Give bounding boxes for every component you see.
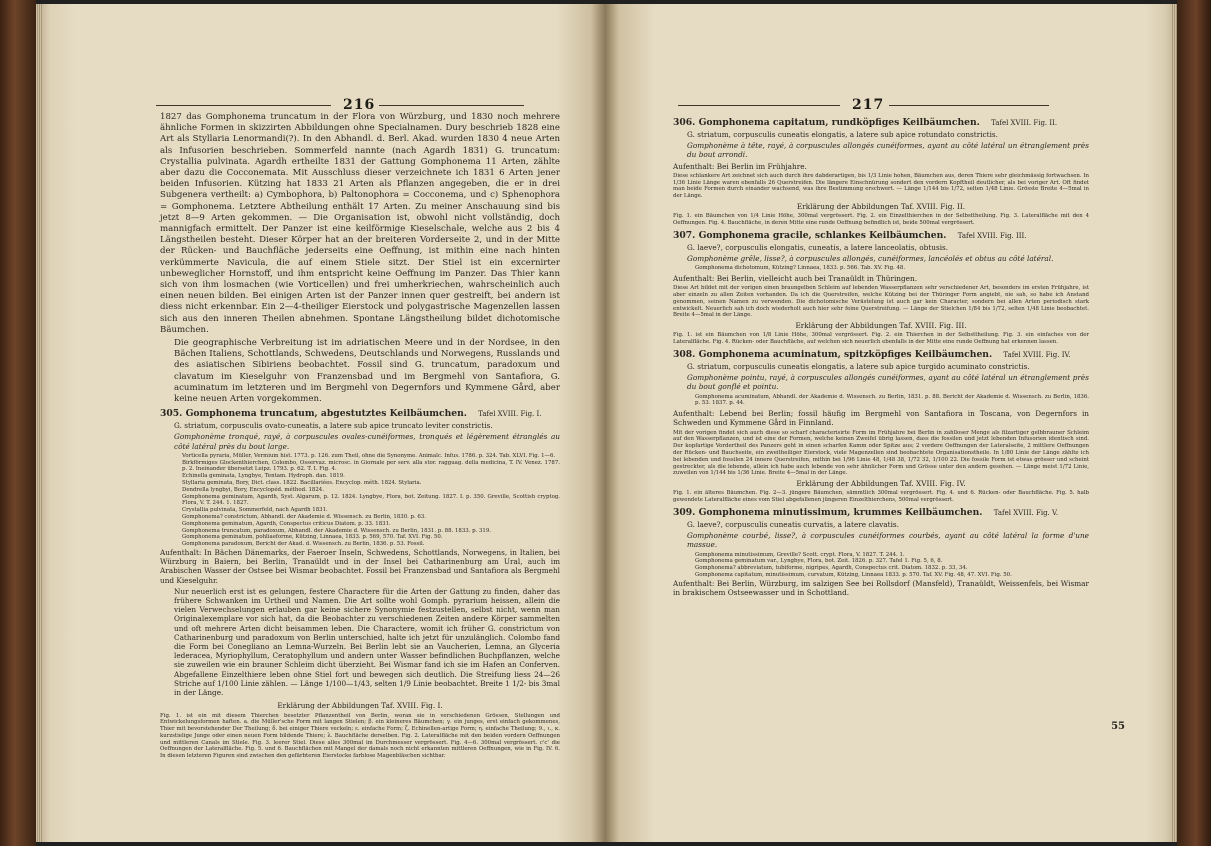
species-307-explanation: Fig. 1. ist ein Bäumchen von 1/8 Linie Höhe, 300mal vergrössert. Fig. 2. ein Thierchen in der Selbsttheilung. Fig. 3. ein einfaches von der Lateralfläche. Fig. 4. Rücken- oder Bauchfläche, auf welchen sich neuerlich ebenfalls in der Mitte eine runde Oeffnung hat erkennen lassen.: [673, 332, 1089, 346]
species-306-latin: G. striatum, corpusculis cuneatis elongatis, a latere sub apice rotundato constrictis.: [687, 130, 998, 139]
species-308-body: Mit der vorigen findet sich auch diese so scharf characterisirte Form im Frühjahre bei Berlin in zahlloser Menge als filzartiger gelbbrauner Schleim auf den Wasserpflanzen, und ist eine der Formen, welche keinen Zweifel übrig lassen, dass die fossilen und jetzt lebenden Infusorien identisch sind. Der kopfartige Vordertheil des Panzers geht in einen scharfen Kamm oder Spitze aus; 2 vordere Oeffnungen der Lateralseite, 2 mittlere Oeffnungen der Rücken- und Bauchseite, ein zweitheiliger Eierstock, viele Magenzellen sind beobachtete Organisationstheile. In 1/80 Linie der Länge zählte ich bei lebenden und fossilen 24 innere Querstreifen, mithin bei 1/96 Linie 48, 1/48 38, 1/72 32, 1/100 22. Die fossile Form ist etwas grösser und scheint gestreckter, als die lebende, allein ich habe auch lebende von sehr ähnlicher Form und Grösse unter den andern gesehen. — Länge meist 1/72 Linie, zuweilen von 1/144 bis 1/36 Linie. Breite 4—5mal in der Länge.: [673, 429, 1089, 477]
species-307-plate: Tafel XVIII. Fig. III.: [957, 231, 1027, 240]
species-307-explanation-title: Erklärung der Abbildungen Taf. XVIII. Fig. III.: [795, 321, 967, 331]
species-307-title: 307. Gomphonema gracile, schlankes Keilbäumchen.: [673, 229, 947, 241]
left-distribution: Die geographische Verbreitung ist im adriatischen Meere und in der Nordsee, in den Bächen Italiens, Schottlands, Schwedens, Deutschlands und Norwegens, Russlands und des asiatischen Sibiriens beobachtet. Fossil sind G. truncatum, paradoxum und clavatum im Kieselguhr von Franzensbad und im Bergmehl von Santafiora, G. acuminatum im letzteren und im Bergmehl von Degernfors und Kymmene Gård, aber keine neuen Arten vorgekommen.: [174, 338, 560, 405]
species-307-synonym: Gomphonema dichotomum, Kützing? Linnaea, 1833. p. 566. Tab. XV. Fig. 48.: [695, 265, 906, 272]
right-header-rule-right: [889, 105, 1049, 106]
right-page-stack: [1171, 4, 1177, 842]
species-305-heading: [160, 408, 560, 420]
species-308-french: Gomphonème pointu, rayé, à corpuscules allongés cunéiformes, ayant au côté latéral un étranglement près du bout gonflé et pointu.: [687, 373, 1089, 392]
species-307-french: Gomphonème grêle, lisse?, à corpuscules allongés, cunéiformes, lancéolés et obtus au côté latéral.: [687, 254, 1054, 263]
left-page: [36, 4, 605, 842]
species-306-body: Diese schlankere Art zeichnet sich auch durch ihre dabderartigen, bis 1/3 Linie hohen, Bäumchen aus, deren Thiere sehr gleichmässig fortwachsen. In 1/36 Linie Länge waren ebenfalls 26 Querstreifen. Die längere Einschnürung sondert den vordern Kopftheil deutlicher, als bei voriger Art. Oft findet man beide Formen durch einander wachsend, was ihre Bestimmung erschwert. — Länge 1/144 bis 1/72, selten 1/48 Linie. Grösste Breite 4—5mal in der Länge.: [673, 172, 1089, 200]
synonym-entry: Gomphonema capitatum, minutissimum, curvatum, Kützing, Linnaea 1833. p. 570. Taf. XV. Fig. 48, 47. XVI. Fig. 50.: [695, 571, 1012, 578]
species-308-aufenthalt: Aufenthalt: Lebend bei Berlin; fossil häufig im Bergmehl von Santafiora in Toscana, von Degernfors in Schweden und Kymmene Gård in Finnland.: [673, 409, 1089, 428]
left-page-stack: [36, 4, 42, 842]
species-305-explanation-title: Erklärung der Abbildungen Taf. XVIII. Fig. I.: [277, 701, 443, 711]
synonym-entry: Gomphonema geminatum var., Lyngbye, Flora, bot. Zeit. 1826. p. 327. Tafel 1. Fig. 5, 6, 8.: [695, 558, 943, 565]
species-308-synonym: Gomphonema acuminatum, Abhandl. der Akademie d. Wissensch. zu Berlin, 1831. p. 88. Bericht der Akademie d. Wissensch. zu Berlin, 1836. p. 53. 1837. p. 44.: [695, 393, 1089, 407]
species-309-aufenthalt: Aufenthalt: Bei Berlin, Würzburg, im salzigen See bei Rollsdorf (Mansfeld), Tranaüldt, Weissenfels, bei Wismar in brakischem Ostseewasser und in Schottland.: [673, 578, 1089, 597]
synonym-entry: Styllaria geminata, Bory, Dict. class. 1822. Bacillariées. Encyclop. méth. 1824. Stylaria.: [182, 480, 422, 487]
right-header-rule-left: [678, 105, 840, 106]
left-header-rule-right: [379, 105, 524, 106]
species-309-plate: Tafel XVIII. Fig. V.: [993, 508, 1059, 517]
synonym-entry: Gomphonema? constrictum, Abhandl. der Akademie d. Wissensch. zu Berlin, 1830. p. 63.: [182, 514, 426, 521]
synonym-entry: Gomphonema geminatum, Agardh, Syst. Algarum, p. 12. 1824. Lyngbye, Flora, bot. Zeitung. 1827. I. p. 350. Greville, Scottish cryptog. Flora, V. T. 244. 1. 1827.: [182, 493, 560, 507]
species-308-heading: [673, 349, 1089, 361]
species-306-french: Gomphonème à tête, rayé, à corpuscules allongés cunéiformes, ayant au côté latéral un étranglement près du bout arrondi.: [687, 141, 1089, 160]
synonym-entry: Crystallia pulvinata, Sommerfeld, nach Agardh 1831.: [182, 507, 328, 514]
species-309-heading: [673, 507, 1089, 519]
species-307-body: Diese Art bildet mit der vorigen einen braungelben Schleim auf lebenden Wasserpflanzen sehr verschiedener Art, besonders im ersten Frühjahre, ist aber einzeln zu allen Zeiten vorhanden. Da ich die Querstreifen, welche Kützing bei der Thüringer Form angiebt, nie sah, so habe ich Anstand genommen, seinen Namen zu verwenden. Die dichotomische Verästelung ist auch gar kein Character, sondern bei allen Arten periodisch stark entwickelt. Neuerlich sah ich doch wiederholt auch hier sehr feine Querstreifung. — Länge der Stielchen 1/84 bis 1/72, selten 1/48 Linie beobachtet. Breite 4—5mal in der Länge.: [673, 285, 1089, 319]
species-305-synonyms: [160, 453, 560, 548]
left-header-rule-left: [156, 105, 331, 106]
right-page-number: 217: [852, 97, 885, 113]
synonym-entry: Echinella geminata, Lyngbye, Tentam. Hydroph. dan. 1819.: [182, 473, 345, 480]
synonym-entry: Gomphonema minutissimum, Greville? Scott. crypt. Flora, V. 1827. T. 244. 1.: [695, 551, 905, 558]
left-book-edge: [0, 0, 36, 846]
species-305-plate: Tafel XVIII. Fig. I.: [478, 410, 542, 419]
synonym-entry: Birkförmiges Glockenthierchen, Colombo, Osservaz. microsc. in Giornale per serv. alla stor. ragguag. della medicina, T. IV. Venez. 1787. p. 2. Ineinander übersetzt Leipz. 1793. p. 62. T. I. Fig. 4.: [182, 459, 560, 473]
signature-mark: 55: [1111, 721, 1125, 732]
synonym-entry: Gomphonema? abbreviatum, tubiforme, nigripes, Agardh, Conspectus crit. Diatom. 1832. p. 33, 34.: [695, 565, 968, 572]
species-307-latin: G. laeve?, corpusculis elongatis, cuneatis, a latere lanceolatis, obtusis.: [687, 242, 949, 252]
species-305-title: 305. Gomphonema truncatum, abgestutztes Keilbäumchen.: [160, 408, 467, 420]
synonym-entry: Gomphonema geminatum, Agardh, Conspectus criticus Diatom. p. 33. 1831.: [182, 520, 391, 527]
species-308-title: 308. Gomphonema acuminatum, spitzköpfiges Keilbäumchen.: [673, 348, 993, 360]
synonym-entry: Gomphonema truncatum, paradoxum, Abhandl. der Akademie d. Wissensch. zu Berlin, 1831. p. 88. 1833. p. 319.: [182, 527, 491, 534]
synonym-entry: Gomphonema paradoxum, Bericht der Akad. d. Wissensch. zu Berlin, 1836. p. 53. Fossil.: [182, 541, 425, 548]
species-306-explanation-title: Erklärung der Abbildungen Taf. XVIII. Fig. II.: [796, 202, 966, 211]
species-309-synonyms: [673, 552, 1089, 579]
synonym-entry: Gomphonema geminatum, pohliaeforme, Kützing, Linnaea, 1833. p. 569, 570. Taf. XVI. Fig. 50.: [182, 534, 443, 541]
species-305-french: Gomphonème tronqué, rayé, à corpuscules ovales-cunéiformes, tronqués et légèrement étranglés au côté latéral près du bout large.: [174, 432, 560, 451]
right-page: [605, 4, 1177, 842]
species-305-latin: G. striatum, corpusculis ovato-cuneatis, a latere sub apice truncato leviter constrictis.: [174, 421, 493, 431]
species-308-explanation-title: Erklärung der Abbildungen Taf. XVIII. Fig. IV.: [796, 479, 966, 489]
species-308-explanation: Fig. 1. ein älteres Bäumchen. Fig. 2—3. jüngere Bäumchen, sämmtlich 300mal vergrössert. Fig. 4. und 6. Rücken- oder Bauchfläche. Fig. 5. halb gewendete Lateralfläche eines vom Stiel abgefallenen jüngeren Einzelthierchens, 500mal vergrössert.: [673, 490, 1089, 504]
right-book-edge: [1177, 0, 1211, 846]
species-309-french: Gomphonème courbé, lisse?, à corpuscules cunéiformes courbés, ayant au côté latéral la forme d'une massue.: [687, 531, 1089, 550]
species-305-body: Nur neuerlich erst ist es gelungen, festere Charactere für die Arten der Gattung zu finden, daher das frühere Schwanken im Urtheil und Namen. Die Art sollte wohl Gomph. pyrarium heissen, allein die vielen Verwechselungen erlauben gar keine sichere Synonymie festzustellen, selbst nicht, wenn man Originalexemplare vor sich hat, da die Beobachter zu verschiedenen Zeiten andere Körper sammelten und oft mehrere Arten dicht beisammen leben. Die Charactere, womit ich früher G. constrictum von Catharinenburg und paradoxum von Berlin unterschied, halte ich jetzt für unzulänglich. Colombo fand die Form bei Conegliano an Lemna-Wurzeln. Bei Berlin lebt sie an Vaucherien, Lemna, an Glyceria lederacea, Myriophyllum, Ceratophyllum und andern unter Wasser befindlichen Buchpflanzen, welche sie zuweilen wie ein brauner Schleim dicht überzieht. Bei Wismar fand ich sie im Hafen an Conferven. Abgefallene Einzelthiere leben ohne Stiel fort und bewegen sich deutlich. Die Streifung liess 24—26 Striche auf 1/100 Linie zählen. — Länge 1/100—1/43, selten 1/9 Linie beobachtet. Breite 1 1/2- bis 3mal in der Länge.: [174, 586, 560, 698]
synonym-entry: Dendrella lyngbyi, Bory, Encyclopéd. méthod. 1824.: [182, 486, 324, 493]
species-307-aufenthalt: Aufenthalt: Bei Berlin, vielleicht auch bei Tranaüldt in Thüringen.: [673, 274, 918, 283]
species-305-explanation: Fig. 1. ist ein mit diesem Thierchen besetzter Pflanzentheil von Berlin, woran sie in verschiedenen Grössen, Stellungen und Entwickelungsformen haften. a. die Müller'sche Form mit langen Stielen; β. ein kleineres Bäumchen; γ. ein junges, erst einfach gekommenes, Thier mit bevorstehender Der Theilung; δ. bei einiger Thiere veckeln; ε. einfache Form; ζ. Echinellen-artige Form; η. einfache Theilung; 9., ι., κ. kurzstielige Junge oder einen neuen Form bildende Thiere; λ. Bauchfläche derselben. Fig. 2. Lateralfläche mit den beiden vordern Oeffnungen und mittleren Canals im Stiele. Fig. 3. leerer Stiel. Diese alles 300mal im Durchmesser vergrössert. Fig. 4—6. 300mal vergrössert. c'c' die Oeffnungen der Lateralfläche. Fig. 5. und 6. Bauchflächen mit Mangel der damals noch nicht erkannten mittleren Oeffnungen, wie in Fig. IV. 6. In diesen letzteren Figuren sind zwischen den gefärbteren Eierstocke farblose Magenbläschen sichtbar.: [160, 712, 560, 760]
species-305-aufenthalt: Aufenthalt: In Bächen Dänemarks, der Faeroer Inseln, Schwedens, Schottlands, Norwegens, in Italien, bei Würzburg in Baiern, bei Berlin, Tranaüldt und in der Insel bei Catharinenburg am Ural, auch im Arabischen Wasser der Ostsee bei Wismar beobachtet. Fossil bei Franzensbad und Santafiora als Bergmehl und Kieselguhr.: [160, 548, 560, 585]
species-306-title: 306. Gomphonema capitatum, rundköpfiges Keilbäumchen.: [673, 117, 980, 128]
species-309-title: 309. Gomphonema minutissimum, krummes Keilbäumchen.: [673, 506, 983, 518]
species-306-aufenthalt: Aufenthalt: Bei Berlin im Frühjahre.: [673, 161, 807, 171]
species-308-plate: Tafel XVIII. Fig. IV.: [1003, 350, 1071, 359]
left-intro: 1827 das Gomphonema truncatum in der Flora von Würzburg, und 1830 noch mehrere ähnliche Formen in skizzirten Abbildungen ohne Specialnamen. Dury beschrieb 1828 eine Art als Styllaria Lenormandi(?). In den Abhandl. d. Berl. Akad. wurden 1830 4 neue Arten als Infusorien beschrieben. Sommerfeld nannte (nach Agardh 1831) G. truncatum: Crystallia pulvinata. Agardh ertheilte 1831 der Gattung Gomphonema 11 Arten, zählte aber dazu die Cocconemata. Mit Ausschluss dieser verzeichnete ich 1831 6 Arten jener beiden Infusorien. Kützing hat 1833 21 Arten als Pflanzen angegeben, die er in drei Subgenera vertheilt: a) Cymbophora, b) Paltonophora = Cocconema, und c) Sphenophora = Gomphonema. Letztere Abtheilung enthält 17 Arten. Zu meiner Anschauung sind bis jetzt 8—9 Arten gekommen. — Die Organisation ist, obwohl nicht vollständig, doch mannigfach ermittelt. Der Panzer ist eine keilförmige Kieselschale, welche aus 2 bis 4 Längstheilen besteht. Dieser Körper hat an der breiteren Vorderseite 2, und in der Mitte der Rücken- und Bauchfläche jederseits eine Oeffnung, ist mithin eine nach hinten verkümmerte Navicula, die auf einem Stiele sitzt. Der Stiel ist ein excernirter unbeweglicher Hornstoff, und ihm entspricht keine Oeffnung im Panzer. Das Thier kann sich von ihm losmachen (wie Vorticellen) und frei umherkriechen, wahrscheinlich auch einen neuen bilden. Bei einigen Arten ist der Panzer innen quer gestreift, bei andern ist diess nicht erkennbar. Ein 2—4-theiliger Eierstock und polygastrische Magenzellen lassen sich aus den inneren Theilen abnehmen. Spontane Längstheilung bildet dichotomische Bäumchen.: [160, 112, 560, 335]
species-308-latin: G. striatum, corpusculis cuneatis elongatis, a latere sub apice turgido acuminato constrictis.: [687, 361, 1030, 371]
species-306-explanation: Fig. 1. ein Bäumchen von 1/4 Linie Höhe, 300mal vergrössert. Fig. 2. ein Einzelthierchen in der Selbsttheilung. Fig. 3. Lateralfläche mit den 4 Oeffnungen. Fig. 4. Bauchfläche, in deren Mitte eine runde Oeffnung befindlich ist, beide 500mal vergrössert.: [673, 213, 1089, 226]
species-307-heading: [673, 230, 1089, 242]
left-page-number: 216: [343, 97, 376, 113]
synonym-entry: Vorticella pyraria, Müller, Vermium hist. 1773. p. 126. zum Theil, ohne die Synonyme. Animalc. Infus. 1786. p. 324. Tab. XLVI. Fig. 1—6.: [182, 452, 556, 459]
species-306-heading: [673, 117, 1089, 129]
species-309-latin: G. laeve?, corpusculis cuneatis curvatis, a latere clavatis.: [687, 519, 899, 529]
species-306-plate: Tafel XVIII. Fig. II.: [991, 119, 1058, 127]
